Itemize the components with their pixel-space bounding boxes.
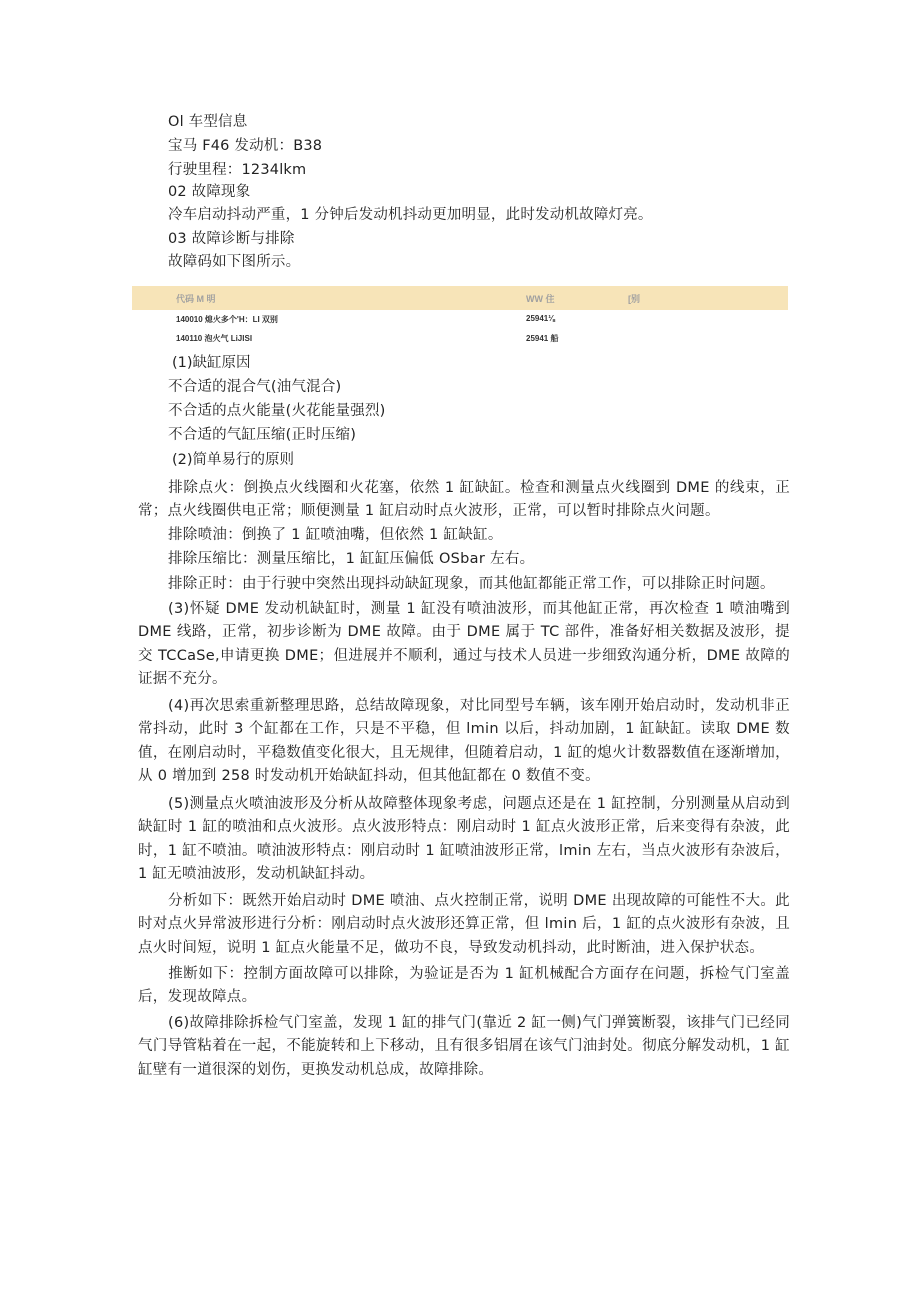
header-mileage: WW 住 xyxy=(526,294,555,304)
symptom-text: 冷车启动抖动严重，1 分钟后发动机抖动更加明显，此时发动机故障灯亮。 xyxy=(168,207,653,223)
fault-mileage-cell: 25941⅛ xyxy=(526,314,555,323)
paragraph-injection-check: 排除喷油：倒换了 1 缸喷油嘴，但依然 1 缸缺缸。 xyxy=(168,527,503,543)
cause-compression: 不合适的气缸压缩(正时压缩) xyxy=(168,427,357,443)
header-other: [别 xyxy=(628,294,640,304)
paragraph-ignition-check: 排除点火：倒换点火线圈和火花塞，依然 1 缸缺缸。检查和测量点火线圈到 DME 的线束，正常；点火线圈供电正常；顺便测量 1 缸启动时点火波形，正常，可以暂时排除点火问题。 xyxy=(138,480,790,520)
fault-code-intro: 故障码如下图所示。 xyxy=(168,254,301,270)
header-code-description: 代码 M 明 xyxy=(176,294,216,304)
paragraph-compression-check: 排除压缩比：测量压缩比，1 缸缸压偏低 OSbar 左右。 xyxy=(168,551,535,567)
mileage-line: 行驶里程：1234lkm xyxy=(168,162,307,178)
paragraph-dme-suspect: (3)怀疑 DME 发动机缺缸时，测量 1 缸没有喷油波形，而其他缸正常，再次检查 1 喷油嘴到 DME 线路，正常，初步诊断为 DME 故障。由于 DME 属于 TC 部件，准备好相关数据及波形，提交 TCCaSe,申请更换 DME；但进展并不顺利，通过与技术人员进一步细致沟通分析，DME 故障的证据不充分。 xyxy=(138,601,790,687)
section-vehicle-info-heading: Ol 车型信息 xyxy=(168,114,248,130)
section-diagnosis-heading: 03 故障诊断与排除 xyxy=(168,231,295,247)
principle-subtitle: (2)简单易行的原则 xyxy=(172,452,295,468)
paragraph-timing-check: 排除正时：由于行驶中突然出现抖动缺缸现象，而其他缸都能正常工作，可以排除正时问题。 xyxy=(168,576,775,592)
cause-subtitle: (1)缺缸原因 xyxy=(172,355,251,371)
cause-ignition: 不合适的点火能量(火花能量强烈) xyxy=(168,403,386,419)
fault-mileage-cell: 25941 船 xyxy=(526,334,559,343)
fault-code-table xyxy=(132,286,788,346)
vehicle-model-line: 宝马 F46 发动机：B38 xyxy=(168,138,323,154)
paragraph-inference: 推断如下：控制方面故障可以排除，为验证是否为 1 缸机械配合方面存在问题，拆检气门室盖后，发现故障点。 xyxy=(138,966,790,1006)
section-symptom-heading: 02 故障现象 xyxy=(168,184,251,200)
table-row xyxy=(132,311,788,329)
paragraph-waveform: (5)测量点火喷油波形及分析从故障整体现象考虑，问题点还是在 1 缸控制，分别测量从启动到缺缸时 1 缸的喷油和点火波形。点火波形特点：刚启动时 1 缸点火波形正常，后来变得有杂波，此时，1 缸不喷油。喷油波形特点：刚启动时 1 缸喷油波形正常，lmin 左右，当点火波形有杂波后，1 缸无喷油波形，发动机缺缸抖动。 xyxy=(138,796,790,882)
table-row xyxy=(132,330,788,348)
paragraph-rethink: (4)再次思索重新整理思路，总结故障现象，对比同型号车辆，该车刚开始启动时，发动机非正常抖动，此时 3 个缸都在工作，只是不平稳，但 lmin 以后，抖动加剧，1 缸缺缸。读取 DME 数值，在刚启动时，平稳数值变化很大，且无规律，但随着启动，1 缸的熄火计数器数值在逐渐增加，从 0 增加到 258 时发动机开始缺缸抖动，但其他缸都在 0 数值不变。 xyxy=(138,698,790,784)
paragraph-repair: (6)故障排除拆检气门室盖，发现 1 缸的排气门(靠近 2 缸一侧)气门弹簧断裂，该排气门已经同气门导管粘着在一起，不能旋转和上下移动，且有很多铝屑在该气门油封处。彻底分解发动机，1 缸缸壁有一道很深的划伤，更换发动机总成，故障排除。 xyxy=(138,1015,790,1078)
paragraph-analysis: 分析如下：既然开始启动时 DME 喷油、点火控制正常，说明 DME 出现故障的可能性不大。此时对点火异常波形进行分析：刚启动时点火波形还算正常，但 lmin 后，1 缸的点火波形有杂波，且点火时间短，说明 1 缸点火能量不足，做功不良，导致发动机抖动，此时断油，进入保护状态。 xyxy=(138,893,790,956)
fault-code-cell: 140010 熄火多个'H：LI 双别 xyxy=(176,315,278,324)
cause-mixture: 不合适的混合气(油气混合) xyxy=(168,379,342,395)
fault-table-header xyxy=(132,286,788,310)
fault-code-cell: 140110 泡火气 LiJISI xyxy=(176,334,253,343)
